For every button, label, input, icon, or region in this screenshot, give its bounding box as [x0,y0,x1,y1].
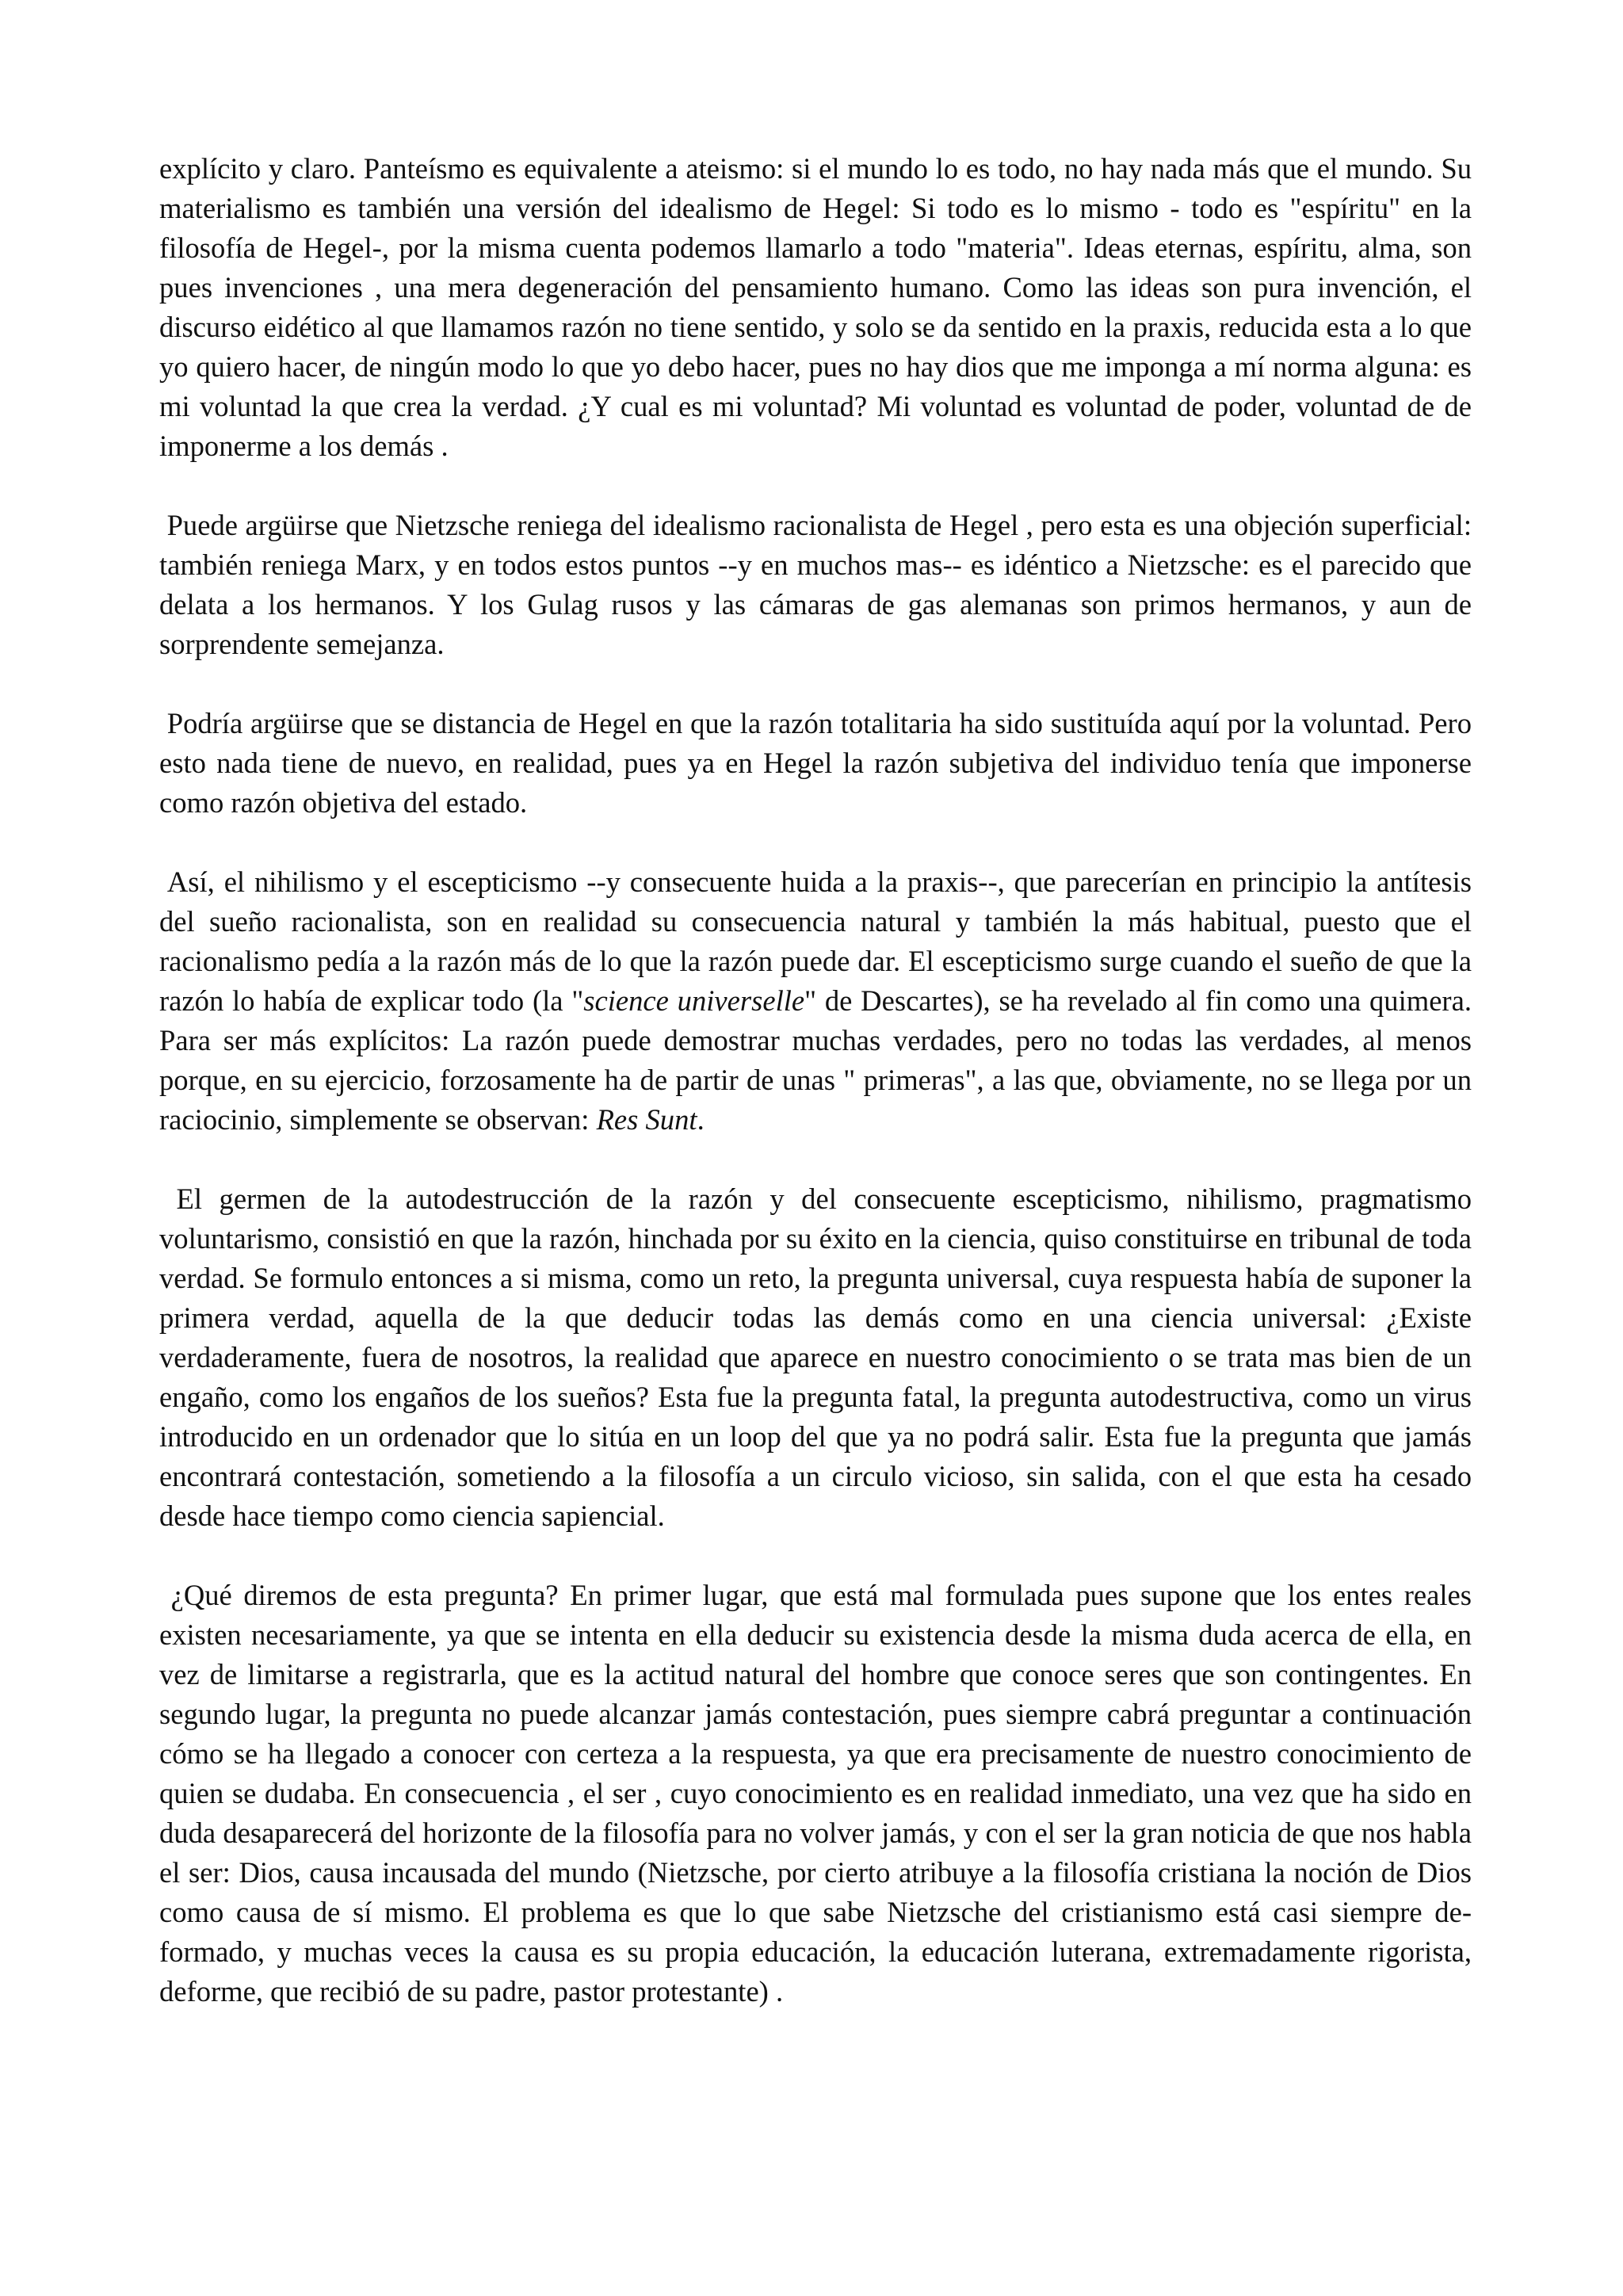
paragraph-text: El germen de la autodestrucción de la razón y del consecuente escepticismo, nihilismo, pragmatismo voluntarismo, consistió en que la razón, hinchada por su éxito en la ciencia, quiso constituirse en tribunal de toda verdad. Se formulo entonces a si misma, como un reto, la pregunta universal, cuya respuesta había de suponer la primera verdad, aquella de la que deducir todas las demás como en una ciencia universal: ¿Existe verdaderamente, fuera de nosotros, la realidad que aparece en nuestro conocimiento o se trata mas bien de un engaño, como los engaños de los sueños? Esta fue la pregunta fatal, la pregunta autodestructiva, como un virus introducido en un ordenador que lo sitúa en un loop del que ya no podrá salir. Esta fue la pregunta que jamás encontrará contestación, sometiendo a la filosofía a un circulo vicioso, sin salida, con el que esta ha cesado desde hace tiempo como ciencia sapiencial. [159,1182,1472,1532]
paragraph-text: Así, el nihilismo y el escepticismo --y consecuente huida a la praxis--, que parecerían en principio la antítesis del sueño racionalista, son en realidad su consecuencia natural y también la más habitual, puesto que el racionalismo pedía a la razón más de lo que la razón puede dar. El escepticismo surge cuando el sueño de que la razón lo había de explicar todo (la " [159,865,1472,1017]
paragraph-1 [159,149,1472,466]
italic-phrase: science universelle [583,984,805,1017]
italic-phrase: Res Sunt [596,1103,697,1136]
paragraph-6 [159,1576,1472,2011]
paragraph-3 [159,704,1472,823]
paragraph-indent [159,865,167,898]
paragraph-text: Podría argüirse que se distancia de Hegel en que la razón totalitaria ha sido sustituída aquí por la voluntad. Pero esto nada tiene de nuevo, en realidad, pues ya en Hegel la razón subjetiva del individuo tenía que imponerse como razón objetiva del estado. [159,707,1472,819]
paragraph-text: ¿Qué diremos de esta pregunta? En primer lugar, que está mal formulada pues supone que los entes reales existen necesariamente, ya que se intenta en ella deducir su existencia desde la misma duda acerca de ella, en vez de limitarse a registrarla, que es la actitud natural del hombre que conoce seres que son contingentes. En segundo lugar, la pregunta no puede alcanzar jamás contestación, pues siempre cabrá preguntar a continuación cómo se ha llegado a conocer con certeza a la respuesta, ya que era precisamente de nuestro conocimiento de quien se dudaba. En consecuencia , el ser , cuyo conocimiento es en realidad inmediato, una vez que ha sido en duda desaparecerá del horizonte de la filosofía para no volver jamás, y con el ser la gran noticia de que nos habla el ser: Dios, causa incausada del mundo (Nietzsche, por cierto atribuye a la filosofía cristiana la noción de Dios como causa de sí mismo. El problema es que lo que sabe Nietzsche del cristianismo está casi siempre deformado, y muchas veces la causa es su propia educación, la educación luterana, extremadamente rigorista, deforme, que recibió de su padre, pastor protestante) . [159,1579,1472,2008]
paragraph-4 [159,862,1472,1140]
paragraph-indent [159,707,167,739]
paragraph-indent [159,1182,177,1215]
paragraph-text: Puede argüirse que Nietzsche reniega del idealismo racionalista de Hegel , pero esta es una objeción superficial: también reniega Marx, y en todos estos puntos --y en muchos mas-- es idéntico a Nietzsche: es el parecido que delata a los hermanos. Y los Gulag rusos y las cámaras de gas alemanas son primos hermanos, y aun de sorprendente semejanza. [159,509,1472,660]
paragraph-text: " de Descartes), se ha revelado al fin como una quimera. Para ser más explícitos: La razón puede demostrar muchas verdades, pero no todas las verdades, al menos porque, en su ejercicio, forzosamente ha de partir de unas " primeras", a las que, obviamente, no se llega por un raciocinio, simplemente se observan: [159,984,1472,1136]
paragraph-5 [159,1179,1472,1536]
paragraph-text: . [697,1103,705,1136]
paragraph-2 [159,506,1472,664]
paragraph-text: explícito y claro. Panteísmo es equivalente a ateismo: si el mundo lo es todo, no hay nada más que el mundo. Su materialismo es también una versión del idealismo de Hegel: Si todo es lo mismo - todo es "espíritu" en la filosofía de Hegel-, por la misma cuenta podemos llamarlo a todo "materia". Ideas eternas, espíritu, alma, son pues invenciones , una mera degeneración del pensamiento humano. Como las ideas son pura invención, el discurso eidético al que llamamos razón no tiene sentido, y solo se da sentido en la praxis, reducida esta a lo que yo quiero hacer, de ningún modo lo que yo debo hacer, pues no hay dios que me imponga a mí norma alguna: es mi voluntad la que crea la verdad. ¿Y cual es mi voluntad? Mi voluntad es voluntad de poder, voluntad de de imponerme a los demás . [159,152,1472,462]
paragraph-indent [159,509,167,541]
body-text [159,149,1472,2051]
paragraph-indent [159,1579,171,1611]
